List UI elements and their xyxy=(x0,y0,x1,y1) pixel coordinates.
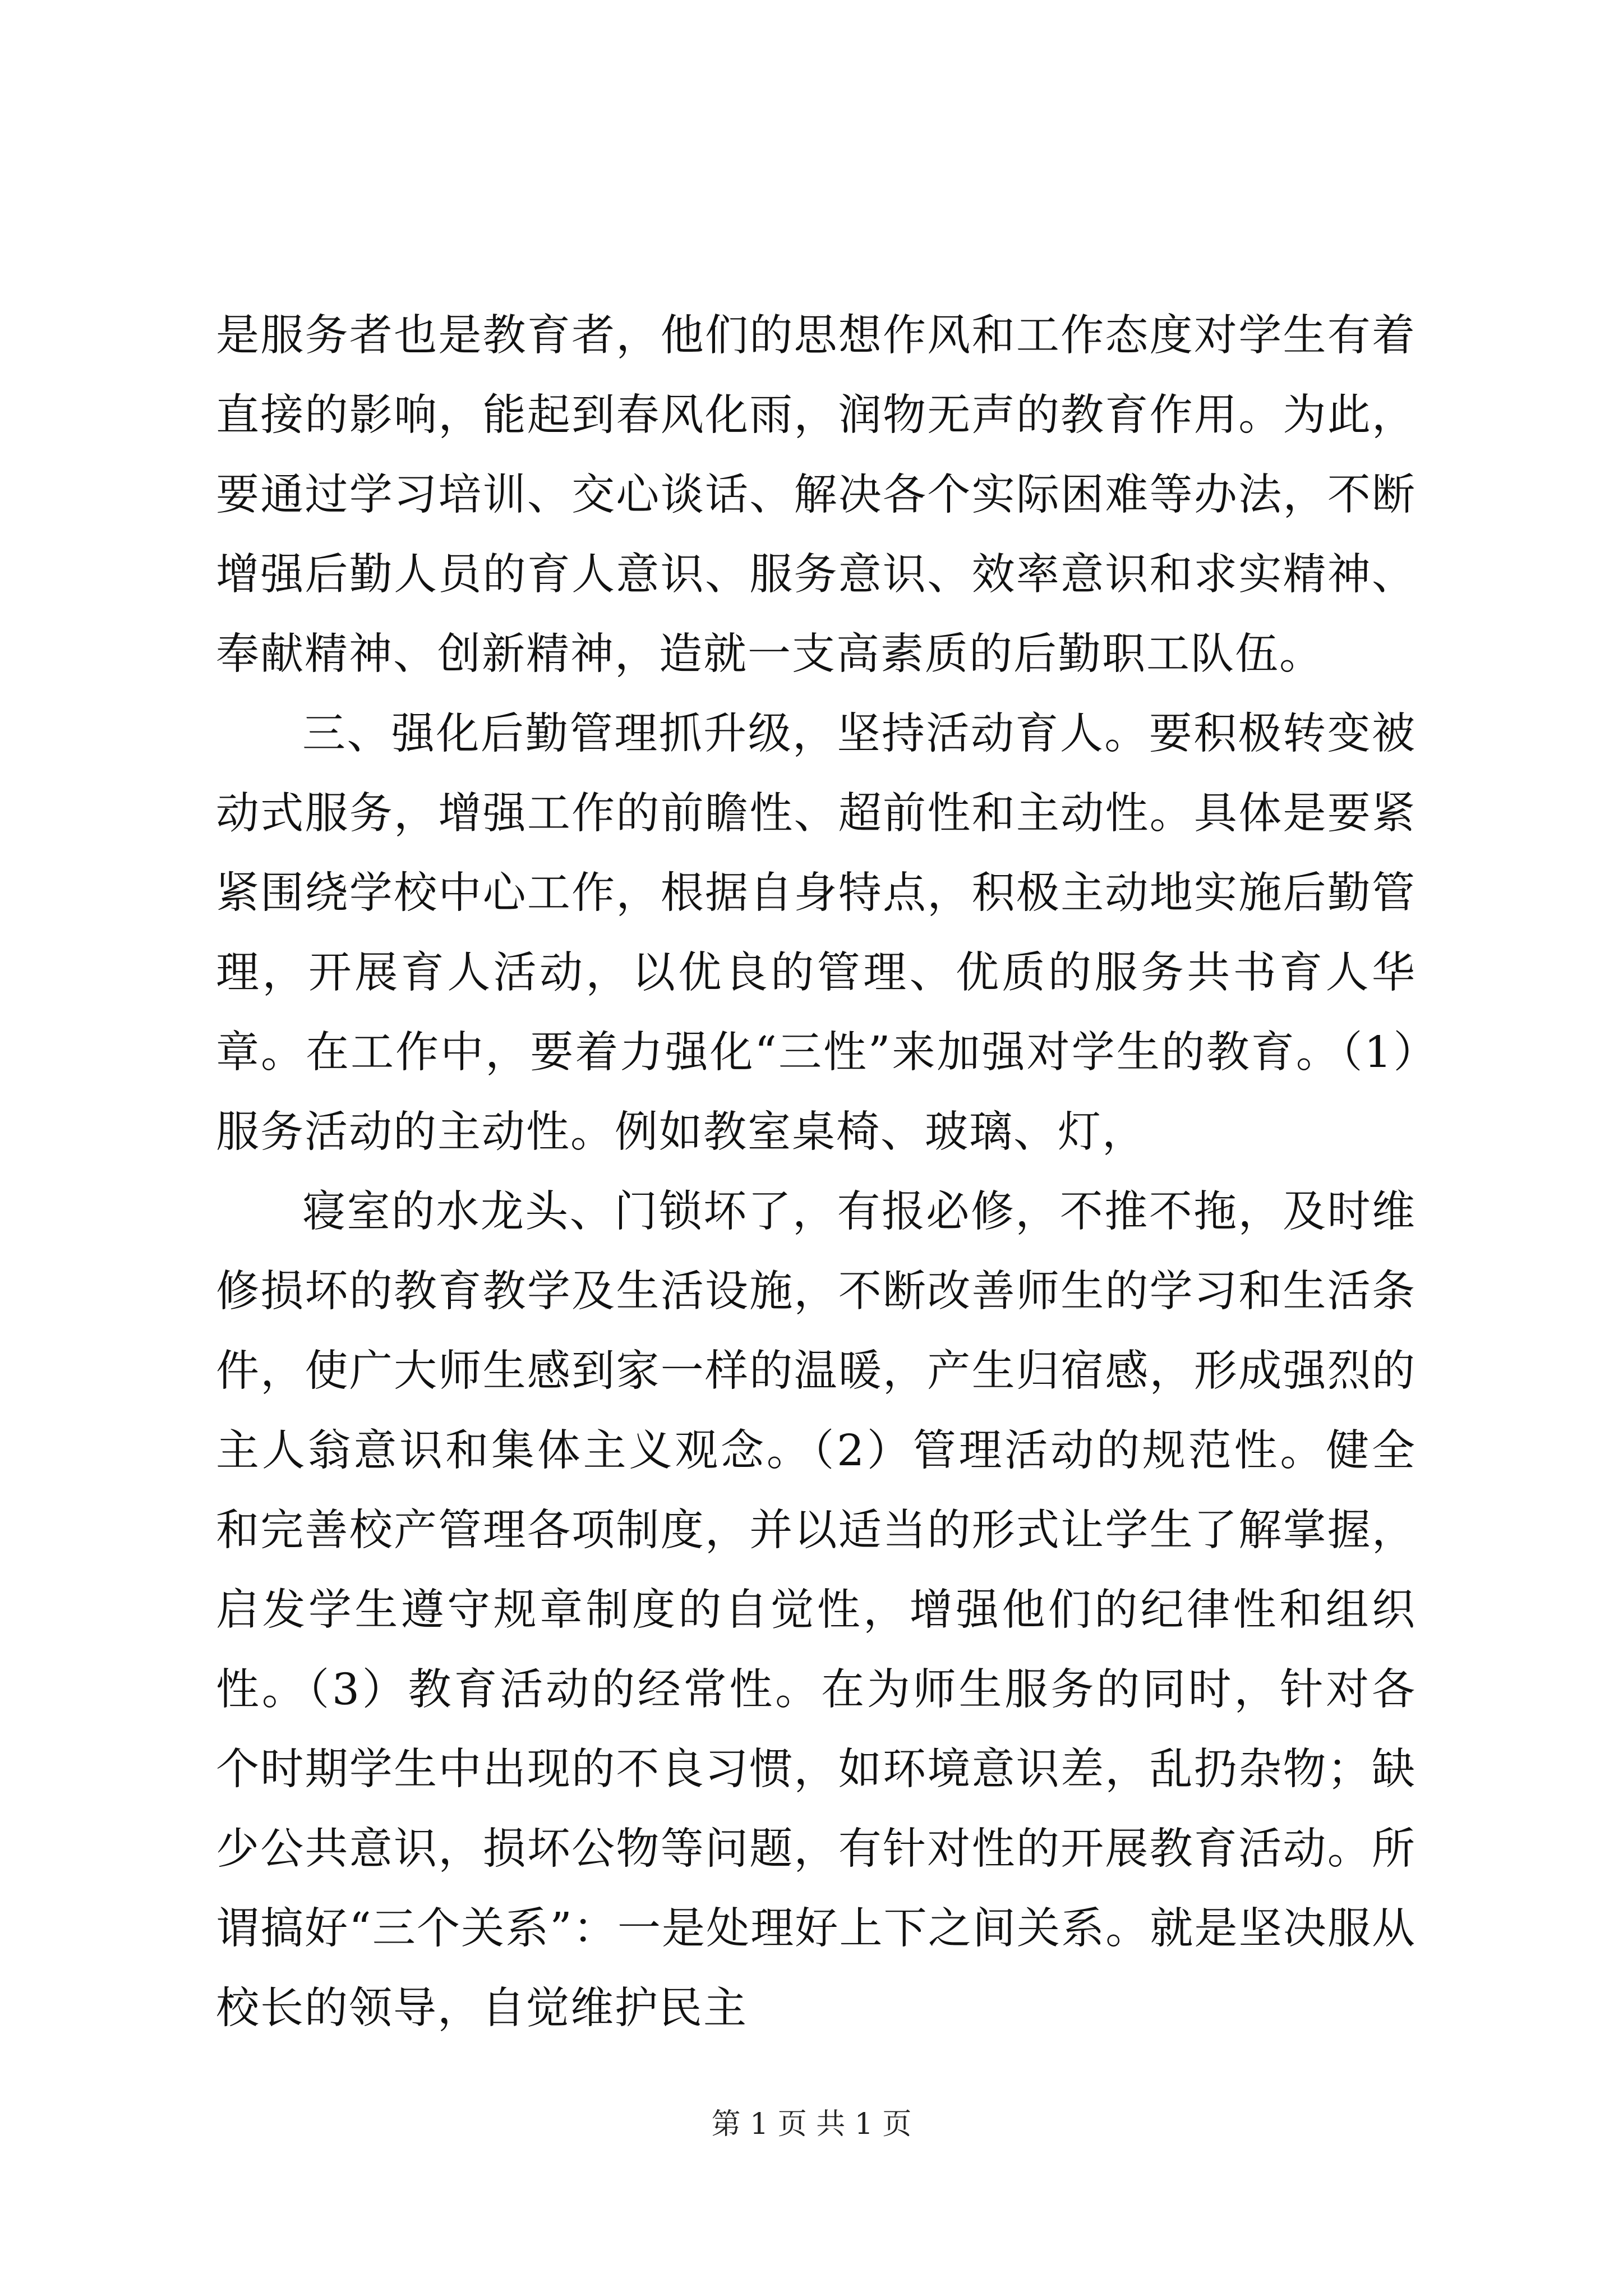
paragraph-1: 是服务者也是教育者，他们的思想作风和工作态度对学生有着直接的影响，能起到春风化雨，润物无声的教育作用。为此，要通过学习培训、交心谈话、解决各个实际困难等办法，不断增强后勤人员的育人意识、服务意识、效率意识和求实精神、奉献精神、创新精神，造就一支高素质的后勤职工队伍。 xyxy=(216,311,1416,679)
paragraph-2: 三、强化后勤管理抓升级，坚持活动育人。要积极转变被动式服务，增强工作的前瞻性、超前性和主动性。具体是要紧紧围绕学校中心工作，根据自身特点，积极主动地实施后勤管理，开展育人活动，以优良的管理、优质的服务共书育人华章。在工作中，要着力强化“三性”来加强对学生的教育。（1）服务活动的主动性。例如教室桌椅、玻璃、灯， xyxy=(216,709,1416,1157)
page-footer: 第 1 页 共 1 页 xyxy=(711,2108,912,2141)
paragraph-3: 寝室的水龙头、门锁坏了，有报必修，不推不拖，及时维修损坏的教育教学及生活设施，不断改善师生的学习和生活条件，使广大师生感到家一样的温暖，产生归宿感，形成强烈的主人翁意识和集体主义观念。（2）管理活动的规范性。健全和完善校产管理各项制度，并以适当的形式让学生了解掌握，启发学生遵守规章制度的自觉性，增强他们的纪律性和组织性。（3）教育活动的经常性。在为师生服务的同时，针对各个时期学生中出现的不良习惯，如环境意识差，乱扔杂物；缺少公共意识，损坏公物等问题，有针对性的开展教育活动。所谓搞好“三个关系”：一是处理好上下之间关系。就是坚决服从校长的领导，自觉维护民主 xyxy=(216,1187,1416,2033)
document-body xyxy=(216,296,1416,2049)
